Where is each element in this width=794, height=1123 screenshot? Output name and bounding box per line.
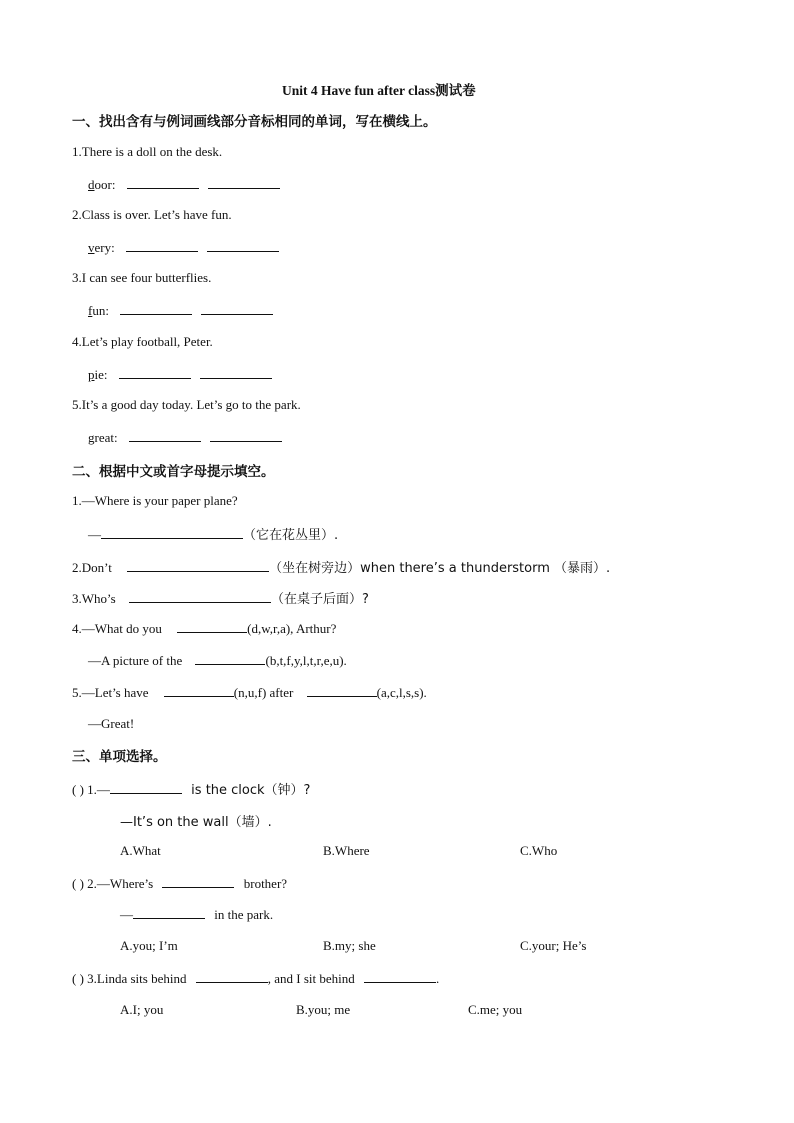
s1-q1-sentence: 1.There is a doll on the desk.: [72, 144, 223, 159]
hint: (n,u,f) after: [233, 685, 294, 700]
s3-q3-option-a[interactable]: A.I; you: [120, 1002, 164, 1017]
s1-q4-answer-row: [88, 366, 272, 383]
answer-blank[interactable]: [208, 176, 280, 189]
dash: —: [120, 907, 133, 922]
s2-q1-answer-row: [88, 524, 338, 543]
s1-q2-sentence: 2.Class is over. Let’s have fun.: [72, 207, 232, 222]
s2-q5-row-b: —Great!: [88, 716, 135, 731]
answer-blank[interactable]: [110, 781, 182, 794]
example-word: oor:: [94, 177, 116, 192]
hint: （它在花丛里）.: [243, 528, 339, 543]
s3-q3-option-c[interactable]: C.me; you: [468, 1002, 523, 1017]
s1-q4-sentence: 4.Let’s play football, Peter.: [72, 334, 213, 349]
answer-paren[interactable]: ( ): [72, 971, 84, 986]
answer-prefix: —A picture of the: [88, 653, 183, 668]
answer-blank[interactable]: [195, 652, 265, 665]
question-prefix: 2.Don’t: [72, 560, 112, 575]
question-mid: , and I sit behind: [267, 971, 355, 986]
s3-q2-line2: [120, 906, 273, 923]
question-suffix: brother?: [243, 876, 288, 891]
question-prefix: 5.—Let’s have: [72, 685, 149, 700]
example-letter: v: [88, 240, 95, 255]
example-letter: p: [88, 367, 95, 382]
hint: （坐在树旁边）when there’s a thunderstorm （暴雨）.: [269, 561, 611, 576]
s3-q2-stem: [72, 875, 287, 892]
answer-blank[interactable]: [127, 559, 269, 572]
answer-blank[interactable]: [177, 620, 247, 633]
answer-blank[interactable]: [119, 366, 191, 379]
question-suffix: is the clock（钟）?: [191, 783, 311, 798]
question-prefix: 2.—Where’s: [87, 876, 154, 891]
answer-blank[interactable]: [200, 366, 272, 379]
answer-blank[interactable]: [364, 970, 436, 983]
s3-q1-option-c[interactable]: C.Who: [520, 843, 558, 858]
answer-blank[interactable]: [162, 875, 234, 888]
hint: （在桌子后面）?: [270, 592, 369, 607]
s3-q1-line2: —It’s on the wall（墙）.: [120, 815, 272, 830]
example-word: ie:: [94, 367, 108, 382]
s2-q2-row: [72, 557, 610, 576]
question-prefix: 4.—What do you: [72, 621, 162, 636]
answer-blank[interactable]: [210, 429, 282, 442]
example-word: ery:: [94, 240, 115, 255]
answer-blank[interactable]: [126, 239, 198, 252]
answer-paren[interactable]: ( ): [72, 782, 84, 797]
s2-q4-row-b: [88, 652, 347, 669]
s3-q3-stem: [72, 970, 439, 987]
question-prefix: 3.Linda sits behind: [87, 971, 187, 986]
answer-blank[interactable]: [129, 429, 201, 442]
s3-q1-option-a[interactable]: A.What: [120, 843, 161, 858]
example-letter: f: [88, 303, 93, 318]
s2-q5-row-a: [72, 684, 427, 701]
s3-q1-option-b[interactable]: B.Where: [323, 843, 370, 858]
hint: (b,t,f,y,l,t,r,e,u).: [265, 653, 347, 668]
page-title: Unit 4 Have fun after class测试卷: [282, 83, 476, 98]
s2-q4-row-a: [72, 620, 336, 637]
answer-blank[interactable]: [127, 176, 199, 189]
answer-blank[interactable]: [120, 302, 192, 315]
example-letter: d: [88, 177, 95, 192]
question-prefix: 3.Who’s: [72, 591, 116, 606]
section1-heading: 一、找出含有与例词画线部分音标相同的单词，写在横线上。: [72, 114, 437, 130]
answer-blank[interactable]: [201, 302, 273, 315]
s2-q1-question: 1.—Where is your paper plane?: [72, 493, 238, 508]
answer-blank[interactable]: [133, 906, 205, 919]
question-prefix: 1.—: [87, 782, 110, 797]
s1-q5-answer-row: [88, 429, 282, 446]
s1-q3-sentence: 3.I can see four butterflies.: [72, 270, 212, 285]
hint: (a,c,l,s,s).: [376, 685, 427, 700]
answer-blank[interactable]: [101, 526, 243, 539]
question-end: .: [435, 971, 440, 986]
hint: (d,w,r,a), Arthur?: [247, 621, 337, 636]
s2-q3-row: [72, 588, 369, 607]
s3-q2-option-b[interactable]: B.my; she: [323, 938, 376, 953]
example-word: reat:: [94, 430, 118, 445]
section3-heading: 三、单项选择。: [72, 749, 167, 765]
answer-blank[interactable]: [164, 684, 234, 697]
example-word: un:: [92, 303, 109, 318]
section2-heading: 二、根据中文或首字母提示填空。: [72, 464, 275, 480]
s3-q2-option-c[interactable]: C.your; He’s: [520, 938, 587, 953]
answer-blank[interactable]: [207, 239, 279, 252]
s3-q1-stem: [72, 779, 310, 798]
s1-q5-sentence: 5.It’s a good day today. Let’s go to the park.: [72, 397, 301, 412]
answer-paren[interactable]: ( ): [72, 876, 84, 891]
dash: —: [88, 527, 101, 542]
answer-suffix: in the park.: [214, 907, 274, 922]
answer-blank[interactable]: [129, 590, 271, 603]
answer-blank[interactable]: [307, 684, 377, 697]
answer-blank[interactable]: [196, 970, 268, 983]
example-letter: g: [88, 430, 95, 445]
s1-q3-answer-row: [88, 302, 273, 319]
s1-q2-answer-row: [88, 239, 279, 256]
s3-q2-option-a[interactable]: A.you; I’m: [120, 938, 178, 953]
s3-q3-option-b[interactable]: B.you; me: [296, 1002, 351, 1017]
s1-q1-answer-row: [88, 176, 280, 193]
